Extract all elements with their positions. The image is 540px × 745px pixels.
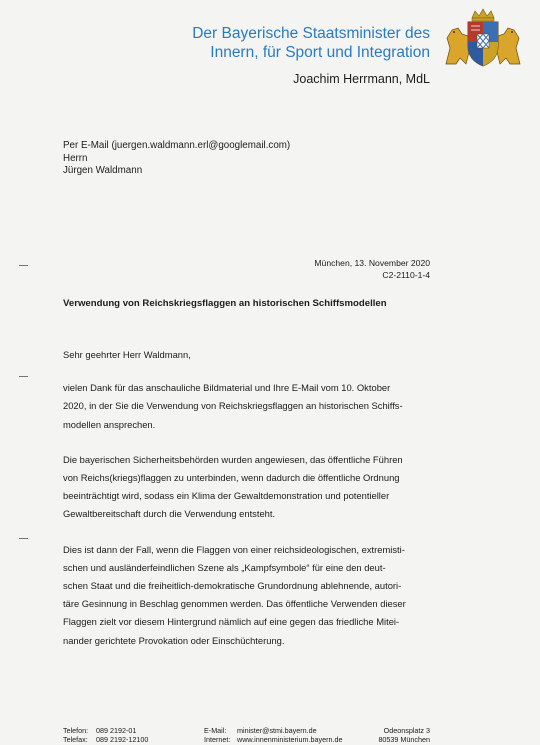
address-city: 80539 München xyxy=(378,735,430,744)
recipient-name-line: Jürgen Waldmann xyxy=(63,165,143,176)
punch-mark xyxy=(19,376,28,377)
text-line: nander gerichtete Provokation oder Einschüchterung. xyxy=(63,634,285,646)
paragraph xyxy=(63,379,443,434)
salutation: Sehr geehrter Herr Waldmann, xyxy=(63,349,191,360)
text-line: täre Gesinnung in Beschlag genommen werden. Das öffentliche Verwenden dieser xyxy=(63,598,406,610)
paragraph xyxy=(63,541,443,650)
footer-contact xyxy=(204,726,342,744)
letter-body xyxy=(63,346,443,667)
internet-value[interactable]: www.innenministerium.bayern.de xyxy=(237,735,343,744)
text-line: schen und ausländerfeindlichen Szene als „Kampfsymbole“ für eine den deut- xyxy=(63,561,386,573)
phone-label: Telefon: xyxy=(63,726,89,735)
paragraph xyxy=(63,451,443,524)
date-reference-block xyxy=(314,258,430,281)
letter-subject: Verwendung von Reichskriegsflaggen an historischen Schiffsmodellen xyxy=(63,298,387,309)
letter-date: München, 13. November 2020 xyxy=(314,258,430,268)
bavarian-coat-of-arms-icon xyxy=(442,8,524,68)
text-line: modellen ansprechen. xyxy=(63,418,156,430)
internet-label: Internet: xyxy=(204,735,231,744)
text-line: beeinträchtigt wird, sodass ein Klima der Gewaltdemonstration und potentieller xyxy=(63,490,390,502)
reference-number: C2-2110-1-4 xyxy=(382,269,430,280)
ministry-title-line2: Innern, für Sport und Integration xyxy=(210,44,430,61)
text-line: vielen Dank für das anschauliche Bildmaterial und Ihre E-Mail vom 10. Oktober xyxy=(63,382,391,394)
recipient-address xyxy=(63,140,290,178)
recipient-salutation-line: Herrn xyxy=(63,152,88,164)
fax-value: 089 2192-12100 xyxy=(96,735,149,744)
recipient-email-line: Per E-Mail (juergen.waldmann.erl@googlemail.com) xyxy=(63,140,291,151)
fax-label: Telefax: xyxy=(63,735,88,744)
text-line: Dies ist dann der Fall, wenn die Flaggen von einer reichsideologischen, extremisti- xyxy=(63,543,405,555)
text-line: schen Staat und die freiheitlich-demokratische Grundordnung ablehnende, autori- xyxy=(63,580,402,592)
phone-value: 089 2192-01 xyxy=(96,726,137,735)
text-line: von Reichs(kriegs)flaggen zu unterbinden, wenn dadurch die öffentliche Ordnung xyxy=(63,472,400,484)
footer-address xyxy=(378,726,430,744)
text-line: 2020, in der Sie die Verwendung von Reichskriegsflaggen an historischen Schiffs- xyxy=(63,400,403,412)
minister-name: Joachim Herrmann, MdL xyxy=(293,72,430,86)
email-value[interactable]: minister@stmi.bayern.de xyxy=(237,726,317,735)
text-line: Die bayerischen Sicherheitsbehörden wurden angewiesen, das öffentliche Führen xyxy=(63,453,403,465)
footer-phone xyxy=(63,726,148,744)
fold-mark xyxy=(19,538,28,539)
email-label: E-Mail: xyxy=(204,726,227,735)
ministry-title-line1: Der Bayerische Staatsminister des xyxy=(192,25,430,42)
fold-mark xyxy=(19,265,28,266)
text-line: Gewaltbereitschaft durch die Verwendung entsteht. xyxy=(63,508,276,520)
text-line: Flaggen zielt vor diesem Hintergrund nämlich auf eine gegen das friedliche Mitei- xyxy=(63,616,400,628)
address-street: Odeonsplatz 3 xyxy=(383,726,430,735)
ministry-title xyxy=(192,24,430,62)
